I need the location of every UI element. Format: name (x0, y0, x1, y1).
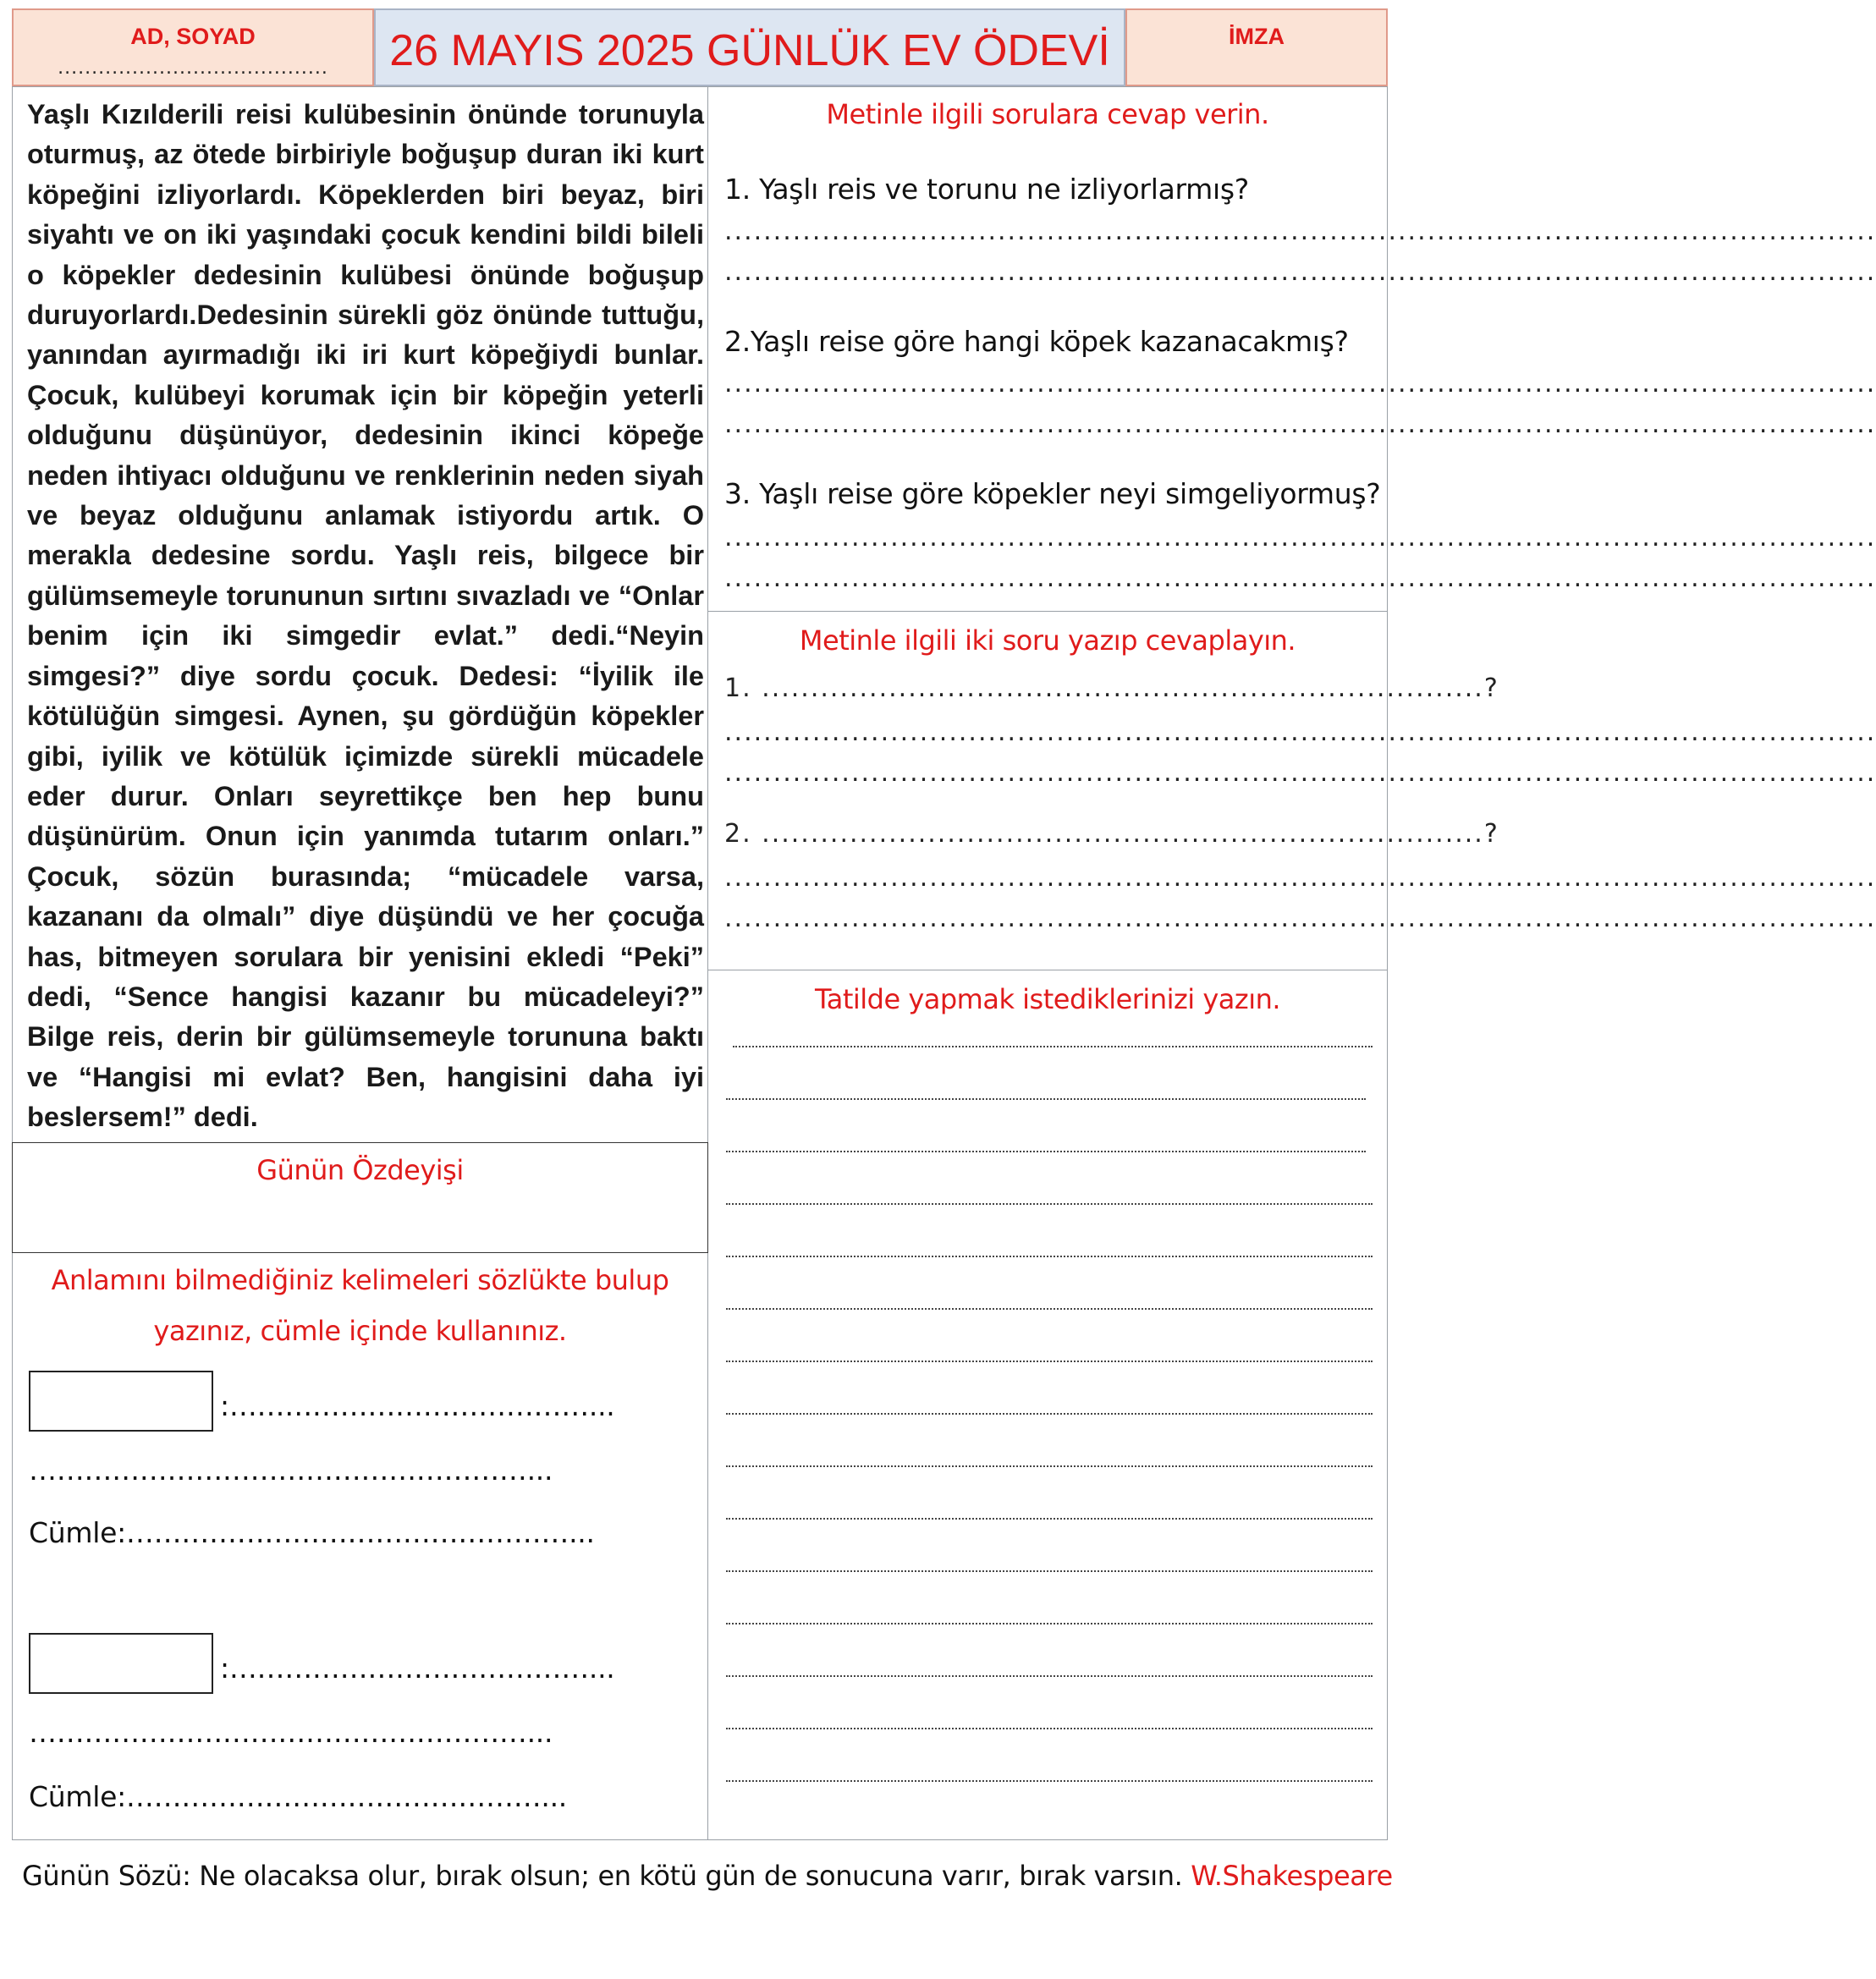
writing-line[interactable] (733, 1046, 1373, 1047)
writing-line[interactable] (726, 1151, 1366, 1152)
word-box-1[interactable] (29, 1371, 213, 1432)
answer-line[interactable]: ...................................................................................................................... (724, 758, 1876, 788)
answer-line[interactable]: ...................................................................................................................... (724, 863, 1876, 893)
story-text: Yaşlı Kızılderili reisi kulübesinin önünde torunuyla oturmuş, az ötede birbiriyle boğuşup duran iki kurt köpeğini izliyorlardı. Köpeklerden biri beyaz, biri siyahtı ve on iki yaşındaki çocuk kendini bildi bileli o köpekler dedesinin kulübesi önünde boğuşup duruyorlardı.Dedesinin sürekli göz önünde tuttuğu, yanından ayırmadığı iki iri kurt köpeğiydi bunlar. Çocuk, kulübeyi korumak için bir köpeğin yeterli olduğunu düşünüyor, dedesinin ikinci köpeğe neden ihtiyacı olduğunu ve renklerinin neden siyah ve beyaz olduğunu anlamak istiyordu artık. O merakla dedesine sordu. Yaşlı reis, bilgece bir gülümsemeyle torununun sırtını sıvazladı ve “Onlar benim için iki simgedir evlat.” dedi.“Neyin simgesi?” diye sordu çocuk. Dedesi: “İyilik ile kötülüğün simgesi. Aynen, şu gördüğün köpekler gibi, iyilik ve kötülük içimizde sürekli mücadele eder durur. Onları seyrettikçe ben hep bunu düşünürüm. Onun için yanımda tutarım onları.” Çocuk, sözün burasında; “mücadele varsa, kazananı da olmalı” diye düşündü ve her çocuğa has, bitmeyen sorulara bir yenisini ekledi “Peki” dedi, “Sence hangisi kazanır bu mücadeleyi?” Bilge reis, derin bir gülümsemeyle torununa baktı ve “Hangisi mi evlat? Ben, hangisini daha iyi beslersem!” dedi. (27, 99, 704, 1133)
writing-line[interactable] (726, 1256, 1373, 1257)
name-surname-cell (12, 8, 374, 86)
answer-line[interactable]: ...................................................................................................................... (724, 257, 1876, 287)
quote-author: W.Shakespeare (1191, 1860, 1393, 1892)
writing-line[interactable] (726, 1361, 1373, 1362)
own-question-2[interactable]: 2. ..........................................................................? (724, 819, 1499, 849)
writing-line[interactable] (726, 1623, 1373, 1624)
answer-line[interactable]: ...................................................................................................................... (724, 217, 1876, 246)
writing-line[interactable] (726, 1518, 1373, 1520)
holiday-title: Tatilde yapmak istediklerinizi yazın. (814, 983, 1281, 1015)
answer-line[interactable]: ...................................................................................................................... (724, 563, 1876, 593)
own-question-1[interactable]: 1. ..........................................................................? (724, 673, 1499, 703)
writing-line[interactable] (726, 1098, 1366, 1100)
writing-line[interactable] (726, 1308, 1373, 1310)
signature-cell[interactable] (1125, 8, 1388, 86)
quote-of-the-day (22, 1860, 1393, 1892)
vocab-title-line1: Anlamını bilmediğiniz kelimeleri sözlükte bulup (51, 1264, 669, 1296)
word-meaning-line-2[interactable]: ………………………………………………... (29, 1716, 553, 1749)
word-box-2[interactable] (29, 1633, 213, 1694)
answer-line[interactable]: ...................................................................................................................... (724, 410, 1876, 439)
word-meaning-2[interactable]: :…………………………………... (220, 1652, 615, 1685)
question-3: 3. Yaşlı reise göre köpekler neyi simgeliyormuş? (724, 477, 1381, 510)
word-meaning-line-1[interactable]: ………………………………………………... (29, 1454, 553, 1487)
vocab-title-line2: yazınız, cümle içinde kullanınız. (153, 1315, 567, 1347)
sentence-line-2[interactable]: Cümle:………………………………………... (29, 1780, 567, 1813)
column-divider (707, 86, 708, 1840)
name-field[interactable]: ........................................ (58, 58, 328, 79)
quote-text: Günün Sözü: Ne olacaksa olur, bırak olsun; en kötü gün de sonucuna varır, bırak varsın. (22, 1860, 1183, 1892)
question-1: 1. Yaşlı reis ve torunu ne izliyorlarmış? (724, 173, 1250, 206)
sentence-line-1[interactable]: Cümle:…………………………………………... (29, 1516, 595, 1549)
writing-line[interactable] (726, 1675, 1373, 1677)
write-questions-title: Metinle ilgili iki soru yazıp cevaplayın. (799, 624, 1296, 657)
writing-line[interactable] (726, 1780, 1373, 1782)
answer-line[interactable]: ...................................................................................................................... (724, 904, 1876, 933)
answer-line[interactable]: ...................................................................................................................... (724, 369, 1876, 399)
answer-line[interactable]: ...................................................................................................................... (724, 523, 1876, 552)
writing-line[interactable] (726, 1570, 1373, 1572)
word-meaning-1[interactable]: :…………………………………... (220, 1389, 615, 1422)
writing-line[interactable] (726, 1465, 1373, 1467)
name-label: AD, SOYAD (130, 24, 256, 49)
answer-line[interactable]: ...................................................................................................................... (724, 717, 1876, 747)
writing-line[interactable] (726, 1728, 1373, 1729)
section-divider (707, 611, 1388, 612)
page-title: 26 MAYIS 2025 GÜNLÜK EV ÖDEVİ (389, 26, 1110, 75)
title-cell (374, 8, 1125, 86)
writing-line[interactable] (726, 1413, 1373, 1415)
questions-title: Metinle ilgili sorulara cevap verin. (826, 98, 1269, 130)
ozdeyis-title: Günün Özdeyişi (256, 1154, 464, 1186)
writing-line[interactable] (726, 1203, 1373, 1205)
signature-label: İMZA (1229, 24, 1285, 49)
question-2: 2.Yaşlı reise göre hangi köpek kazanacakmış? (724, 325, 1349, 358)
